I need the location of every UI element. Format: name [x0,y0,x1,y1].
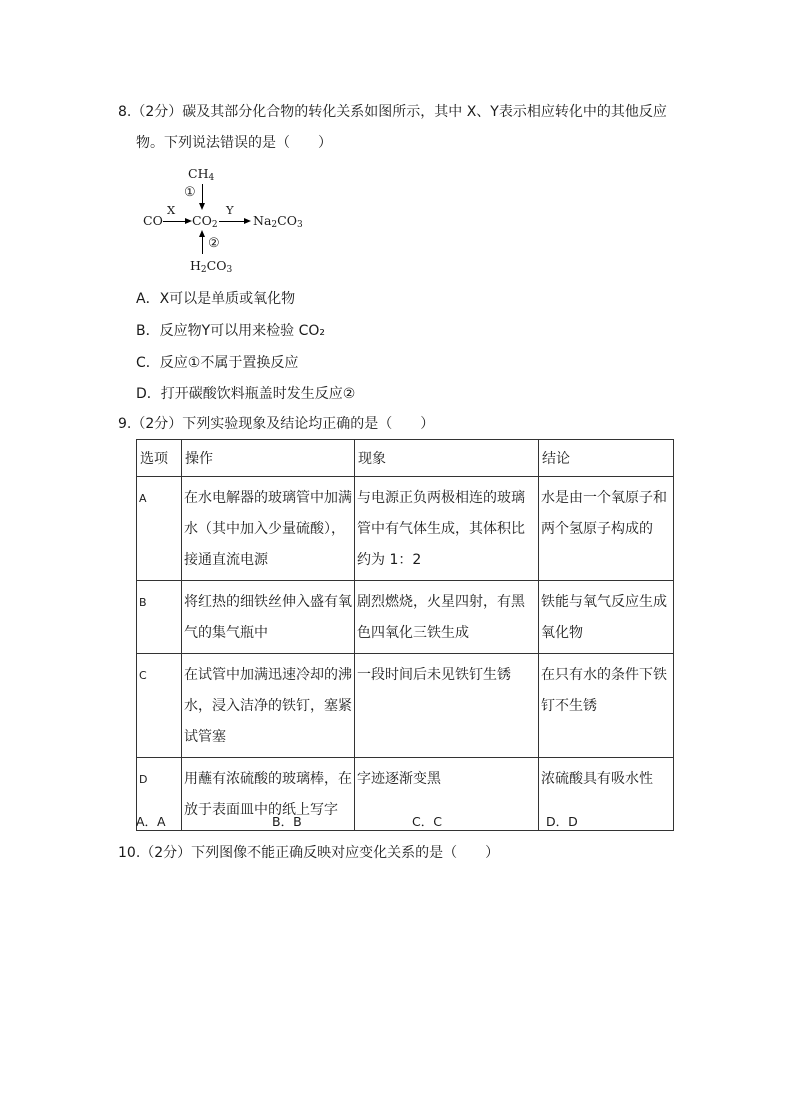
row-b-phenomenon: 剧烈燃烧，火星四射，有黑色四氧化三铁生成 [355,581,539,654]
q9-table [136,439,674,831]
row-c-phenomenon: 一段时间后未见铁钉生锈 [355,654,539,758]
ch4-label: $CH_4$ [188,166,215,183]
row-c-operation: 在试管中加满迅速冷却的沸水，浸入洁净的铁钉，塞紧试管塞 [182,654,355,758]
q10-stem: 10.（2分）下列图像不能正确反映对应变化关系的是（ ） [118,845,500,861]
row-d-option: D [137,758,182,831]
reaction-1-marker: ① [184,185,196,200]
x-label: X [167,203,176,217]
q9-answer-a: A．A [136,814,166,829]
row-a-conclusion: 水是由一个氧原子和两个氢原子构成的 [539,477,674,581]
row-a-phenomenon: 与电源正负两极相连的玻璃管中有气体生成，其体积比约为 1：2 [355,477,539,581]
co2-label: $CO_2$ [192,213,218,230]
q9-answer-b: B．B [272,814,302,829]
q9-answer-d: D．D [546,814,578,829]
table-row [137,581,674,654]
table-row [137,477,674,581]
row-b-option: B [137,581,182,654]
h2co3-label: $H_2CO_3$ [190,258,233,275]
row-d-operation: 用蘸有浓硫酸的玻璃棒，在放于表面皿中的纸上写字 [182,758,355,831]
row-a-option: A [137,477,182,581]
row-d-conclusion: 浓硫酸具有吸水性 [539,758,674,831]
q9-answer-c: C．C [412,814,442,829]
row-b-conclusion: 铁能与氧气反应生成氧化物 [539,581,674,654]
arrow-h2co3-shaft [202,236,203,254]
q8-stem-line1: 8.（2分）碳及其部分化合物的转化关系如图所示，其中 X、Y表示相应转化中的其他反应 [118,104,667,120]
arrow-x-shaft [163,221,186,222]
carbon-conversion-diagram [140,163,310,281]
q8-option-b: B．反应物Y可以用来检验 CO₂ [136,323,326,339]
co-label: CO [143,213,163,228]
table-row [137,758,674,831]
header-operation: 操作 [182,440,355,477]
reaction-2-marker: ② [208,236,220,251]
row-c-option: C [137,654,182,758]
row-d-phenomenon: 字迹逐渐变黑 [355,758,539,831]
q9-stem: 9.（2分）下列实验现象及结论均正确的是（ ） [118,416,435,432]
arrow-ch4-shaft [202,184,203,204]
q8-option-d: D．打开碳酸饮料瓶盖时发生反应② [136,386,356,402]
q8-option-c: C．反应①不属于置换反应 [136,355,299,371]
row-b-operation: 将红热的细铁丝伸入盛有氧气的集气瓶中 [182,581,355,654]
y-label: Y [226,203,234,217]
q8-option-a: A．X可以是单质或氧化物 [136,291,296,307]
na2co3-label: $Na_2CO_3$ [253,213,303,230]
row-c-conclusion: 在只有水的条件下铁钉不生锈 [539,654,674,758]
arrow-y-head [244,218,251,224]
table-row [137,654,674,758]
arrow-y-shaft [219,221,245,222]
q8-stem-line2: 物。下列说法错误的是（ ） [136,135,332,151]
row-a-operation: 在水电解器的玻璃管中加满水（其中加入少量硫酸），接通直流电源 [182,477,355,581]
header-phenomenon: 现象 [355,440,539,477]
header-option: 选项 [137,440,182,477]
arrow-ch4-head [199,203,205,210]
header-conclusion: 结论 [539,440,674,477]
table-header-row [137,440,674,477]
arrow-x-head [185,218,192,224]
